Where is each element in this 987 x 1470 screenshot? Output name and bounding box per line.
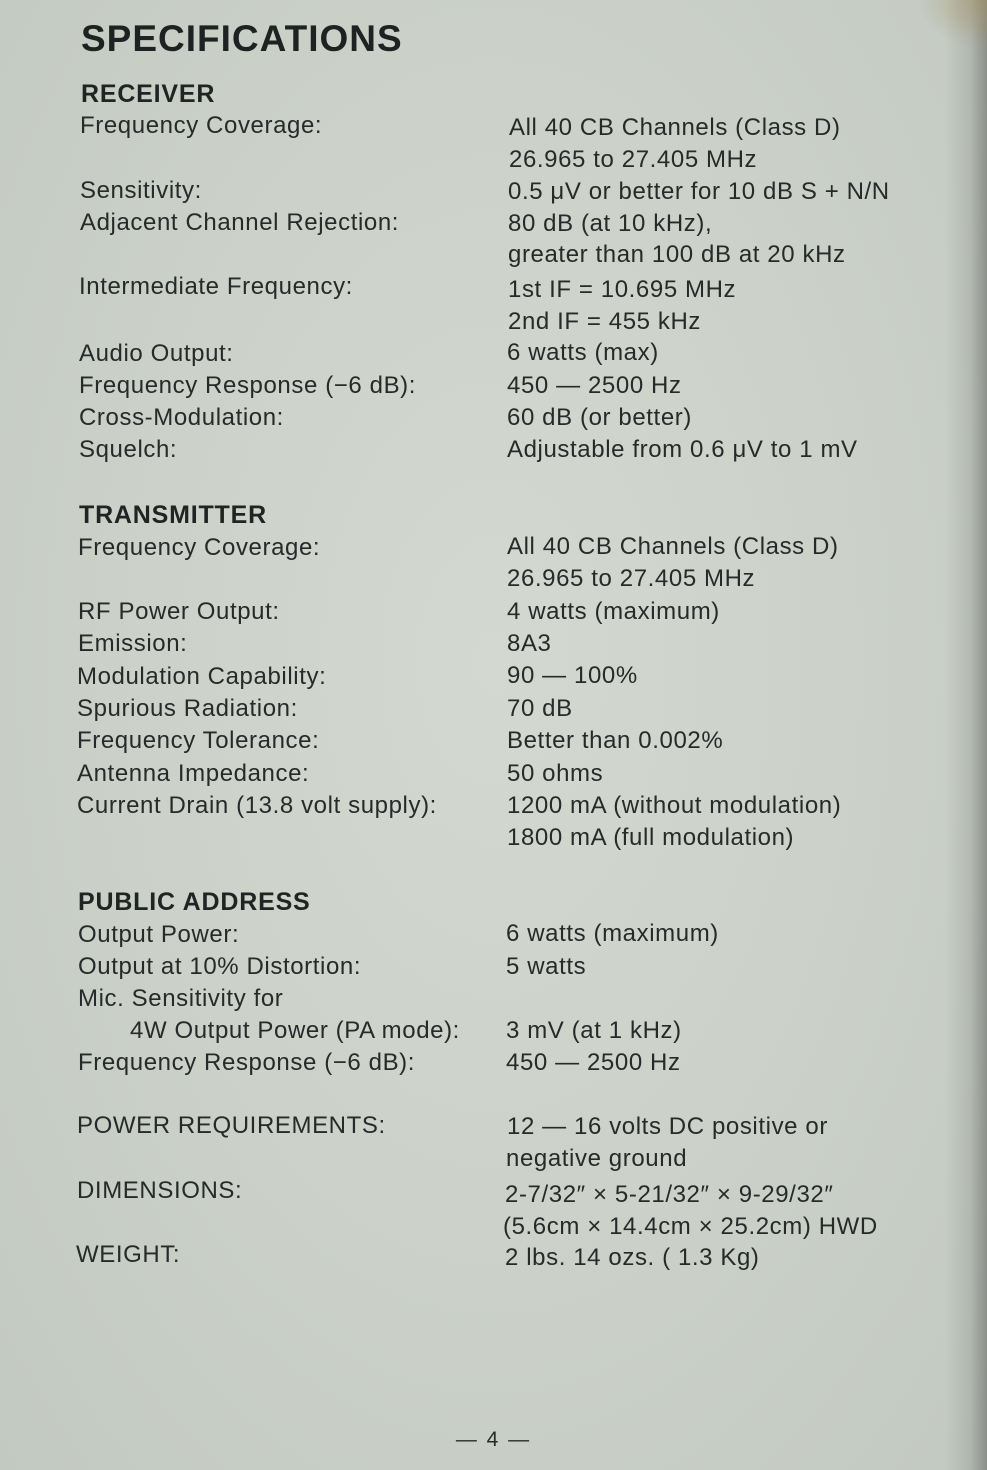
spurious-radiation-label: Spurious Radiation: bbox=[77, 695, 298, 722]
dimensions-inches-value: 2-7/32″ × 5-21/32″ × 9-29/32″ bbox=[505, 1181, 834, 1208]
transmitter-frequency-range-value: 26.965 to 27.405 MHz bbox=[507, 565, 756, 592]
antenna-impedance-value: 50 ohms bbox=[507, 760, 604, 787]
mic-sensitivity-label: Mic. Sensitivity for bbox=[78, 985, 284, 1012]
pa-frequency-response-label: Frequency Response (−6 dB): bbox=[78, 1049, 416, 1076]
modulation-capability-value: 90 — 100% bbox=[507, 662, 638, 689]
audio-output-value: 6 watts (max) bbox=[507, 339, 659, 366]
pa-output-power-label: Output Power: bbox=[78, 921, 240, 948]
intermediate-frequency-2nd-value: 2nd IF = 455 kHz bbox=[508, 308, 702, 335]
transmitter-frequency-coverage-value: All 40 CB Channels (Class D) bbox=[507, 533, 839, 560]
power-requirements-value-2: negative ground bbox=[506, 1145, 688, 1172]
adjacent-channel-rejection-value: 80 dB (at 10 kHz), bbox=[508, 210, 713, 237]
rf-power-output-label: RF Power Output: bbox=[78, 598, 280, 625]
receiver-frequency-range-value: 26.965 to 27.405 MHz bbox=[509, 146, 758, 173]
transmitter-frequency-coverage-label: Frequency Coverage: bbox=[78, 534, 321, 561]
adjacent-channel-rejection-value-2: greater than 100 dB at 20 kHz bbox=[508, 241, 846, 268]
dimensions-cm-value: (5.6cm × 14.4cm × 25.2cm) HWD bbox=[503, 1213, 878, 1240]
pa-output-power-value: 6 watts (maximum) bbox=[506, 920, 719, 947]
receiver-frequency-coverage-value: All 40 CB Channels (Class D) bbox=[509, 114, 841, 141]
cross-modulation-value: 60 dB (or better) bbox=[507, 404, 692, 431]
rf-power-output-value: 4 watts (maximum) bbox=[507, 598, 720, 625]
receiver-sensitivity-label: Sensitivity: bbox=[80, 177, 202, 204]
current-drain-without-modulation-value: 1200 mA (without modulation) bbox=[507, 792, 842, 819]
cross-modulation-label: Cross-Modulation: bbox=[79, 404, 284, 431]
weight-label: WEIGHT: bbox=[76, 1241, 181, 1268]
current-drain-full-modulation-value: 1800 mA (full modulation) bbox=[507, 824, 795, 851]
spurious-radiation-value: 70 dB bbox=[507, 695, 573, 722]
squelch-label: Squelch: bbox=[79, 436, 178, 463]
weight-value: 2 lbs. 14 ozs. ( 1.3 Kg) bbox=[505, 1244, 760, 1271]
pa-output-distortion-label: Output at 10% Distortion: bbox=[78, 953, 362, 980]
transmitter-heading: TRANSMITTER bbox=[79, 501, 267, 529]
pa-frequency-response-value: 450 — 2500 Hz bbox=[506, 1049, 681, 1076]
frequency-tolerance-label: Frequency Tolerance: bbox=[77, 727, 320, 754]
page-number: — 4 — bbox=[455, 1428, 532, 1451]
dimensions-label: DIMENSIONS: bbox=[77, 1177, 243, 1204]
power-requirements-value: 12 — 16 volts DC positive or bbox=[507, 1113, 828, 1140]
adjacent-channel-rejection-label: Adjacent Channel Rejection: bbox=[80, 209, 400, 236]
antenna-impedance-label: Antenna Impedance: bbox=[77, 760, 310, 787]
audio-output-label: Audio Output: bbox=[79, 340, 234, 367]
power-requirements-label: POWER REQUIREMENTS: bbox=[77, 1112, 386, 1139]
mic-sensitivity-label-2: 4W Output Power (PA mode): bbox=[130, 1017, 460, 1044]
page-title: SPECIFICATIONS bbox=[81, 18, 403, 59]
page-corner-stain bbox=[917, 0, 987, 50]
receiver-frequency-response-label: Frequency Response (−6 dB): bbox=[79, 372, 417, 399]
mic-sensitivity-value: 3 mV (at 1 kHz) bbox=[506, 1017, 682, 1044]
page-edge-shadow bbox=[945, 0, 987, 1470]
emission-value: 8A3 bbox=[507, 630, 552, 657]
pa-output-distortion-value: 5 watts bbox=[506, 953, 587, 980]
squelch-value: Adjustable from 0.6 μV to 1 mV bbox=[507, 436, 858, 463]
intermediate-frequency-label: Intermediate Frequency: bbox=[79, 273, 353, 300]
receiver-heading: RECEIVER bbox=[81, 80, 216, 108]
modulation-capability-label: Modulation Capability: bbox=[77, 663, 327, 690]
emission-label: Emission: bbox=[78, 630, 188, 657]
intermediate-frequency-1st-value: 1st IF = 10.695 MHz bbox=[508, 276, 737, 303]
receiver-frequency-coverage-label: Frequency Coverage: bbox=[80, 112, 323, 139]
frequency-tolerance-value: Better than 0.002% bbox=[507, 727, 724, 754]
receiver-frequency-response-value: 450 — 2500 Hz bbox=[507, 372, 682, 399]
current-drain-label: Current Drain (13.8 volt supply): bbox=[77, 792, 437, 819]
receiver-sensitivity-value: 0.5 μV or better for 10 dB S + N/N bbox=[508, 178, 890, 205]
public-address-heading: PUBLIC ADDRESS bbox=[78, 888, 311, 916]
